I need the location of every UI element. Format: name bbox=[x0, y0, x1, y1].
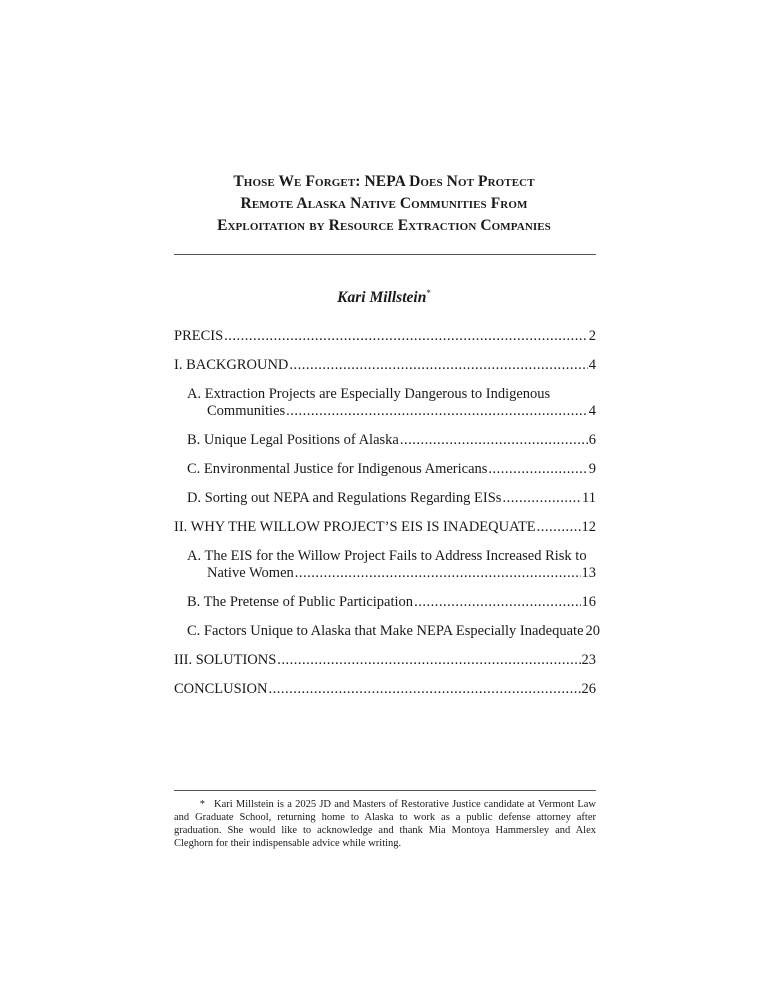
toc-page: 2 bbox=[588, 328, 596, 344]
toc-leader bbox=[286, 403, 588, 420]
toc-page: 11 bbox=[582, 490, 596, 506]
toc-page: 6 bbox=[588, 432, 596, 448]
title-line-1: Those We Forget: NEPA Does Not Protect bbox=[233, 173, 535, 190]
toc-page: 4 bbox=[588, 403, 596, 419]
toc-page: 20 bbox=[585, 623, 601, 639]
toc-entry-public-participation[interactable] bbox=[174, 594, 596, 611]
toc-label: III. SOLUTIONS bbox=[174, 652, 277, 668]
footnote-divider bbox=[174, 790, 596, 791]
toc-leader bbox=[295, 565, 581, 582]
toc-label: D. Sorting out NEPA and Regulations Regarding EISs bbox=[187, 490, 502, 506]
toc-leader bbox=[488, 461, 587, 478]
toc-page: 12 bbox=[581, 519, 596, 535]
toc-label: C. Environmental Justice for Indigenous Americans bbox=[187, 461, 488, 477]
toc-entry-willow-project[interactable] bbox=[174, 519, 596, 536]
author-footnote-mark[interactable]: * bbox=[426, 287, 431, 298]
toc-entry-background[interactable] bbox=[174, 357, 596, 374]
toc-label: A. Extraction Projects are Especially Dangerous to Indigenous bbox=[187, 386, 551, 402]
toc-label: A. The EIS for the Willow Project Fails to Address Increased Risk to bbox=[187, 548, 587, 564]
toc-label: PRECIS bbox=[174, 328, 224, 344]
toc-label: C. Factors Unique to Alaska that Make NEPA Especially Inadequate bbox=[187, 623, 584, 639]
author-byline bbox=[150, 289, 618, 307]
toc-leader bbox=[414, 594, 580, 611]
author-footnote bbox=[174, 798, 596, 850]
toc-entry-native-women[interactable] bbox=[174, 548, 596, 582]
toc-page: 16 bbox=[581, 594, 596, 610]
toc-leader bbox=[537, 519, 581, 536]
toc-page: 13 bbox=[581, 565, 596, 581]
toc-entry-factors-unique-to-alaska[interactable] bbox=[174, 623, 601, 640]
toc-page: 9 bbox=[588, 461, 596, 477]
toc-label: I. BACKGROUND bbox=[174, 357, 289, 373]
toc-leader bbox=[400, 432, 588, 449]
title-divider bbox=[174, 254, 596, 255]
author-name: Kari Millstein bbox=[337, 289, 427, 306]
toc-leader bbox=[289, 357, 587, 374]
toc-label: II. WHY THE WILLOW PROJECT’S EIS IS INADEQUATE bbox=[174, 519, 536, 535]
toc-page: 23 bbox=[581, 652, 596, 668]
table-of-contents bbox=[174, 328, 601, 710]
toc-label: B. The Pretense of Public Participation bbox=[187, 594, 414, 610]
toc-entry-extraction-projects[interactable] bbox=[174, 386, 596, 420]
toc-entry-precis[interactable] bbox=[174, 328, 596, 345]
toc-label: B. Unique Legal Positions of Alaska bbox=[187, 432, 399, 448]
toc-entry-unique-legal-positions[interactable] bbox=[174, 432, 596, 449]
toc-page: 4 bbox=[588, 357, 596, 373]
toc-label: CONCLUSION bbox=[174, 681, 268, 697]
toc-page: 26 bbox=[581, 681, 596, 697]
footnote-text: Kari Millstein is a 2025 JD and Masters of Restorative Justice candidate at Vermont Law and Graduate School, returning home to Alaska to work as a public defense attorney after graduation. She would like to acknowledge and thank Mia Montoya Hammersley and Alex Cleghorn for their indispensable advice while writing. bbox=[174, 799, 596, 849]
toc-leader bbox=[277, 652, 580, 669]
toc-leader bbox=[502, 490, 581, 507]
toc-entry-solutions[interactable] bbox=[174, 652, 596, 669]
toc-entry-conclusion[interactable] bbox=[174, 681, 596, 698]
toc-leader bbox=[268, 681, 580, 698]
title-line-2: Remote Alaska Native Communities From bbox=[240, 195, 528, 212]
toc-entry-environmental-justice[interactable] bbox=[174, 461, 596, 478]
footnote-mark: * bbox=[199, 799, 205, 810]
toc-entry-sorting-out-nepa[interactable] bbox=[174, 490, 596, 507]
article-title bbox=[150, 171, 618, 237]
toc-label-continued: Native Women bbox=[207, 565, 294, 581]
title-line-3: Exploitation by Resource Extraction Companies bbox=[217, 217, 551, 234]
toc-label-continued: Communities bbox=[207, 403, 286, 419]
toc-leader bbox=[224, 328, 588, 345]
